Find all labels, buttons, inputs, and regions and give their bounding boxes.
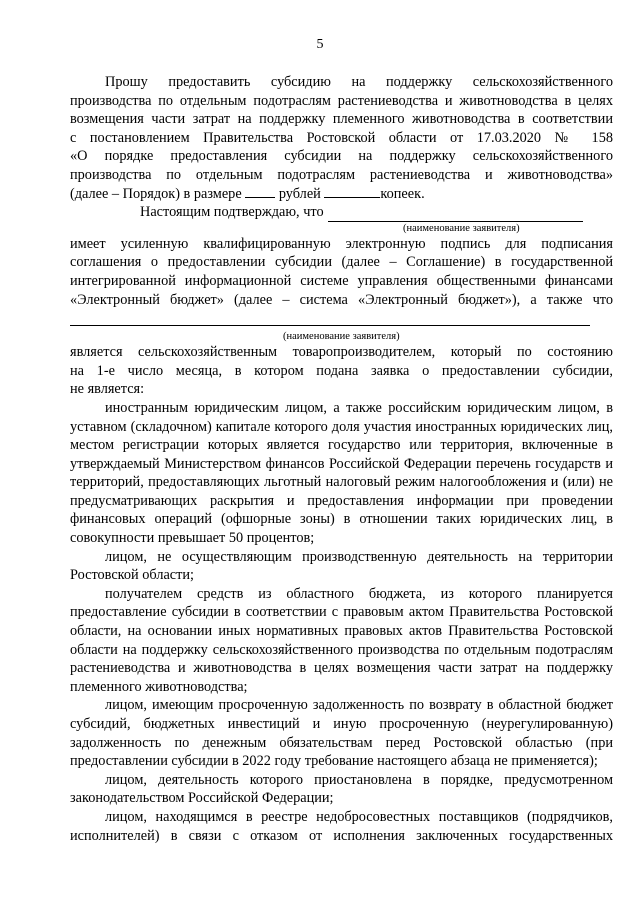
clause-no-activity: лицом, не осуществляющим производственную деятельность на территории Ростовской области; bbox=[70, 548, 613, 584]
clause-overdue-debt: лицом, имеющим просроченную задолженность по возврату в областной бюджет субсидий, бюджетных инвестиций и иную просроченную (неурегулированную) задолженность по денежным обязательствам перед Ростовской областью (при предоставлении субсидии в 2022 году требование настоящего абзаца не применяется); bbox=[70, 697, 613, 770]
producer-line-1: является сельскохозяйственным товаропроизводителем, который по состоянию bbox=[70, 344, 613, 361]
request-line-6: производства по отдельным подотраслям растениеводства и животноводства» bbox=[70, 166, 613, 183]
applicant-name-blank-1[interactable] bbox=[328, 207, 583, 222]
producer-line-2: на 1-е число месяца, в котором подана заявка о предоставлении субсидии, bbox=[70, 362, 613, 379]
request-size-text: (далее – Порядок) в размере bbox=[70, 185, 242, 202]
confirm-prefix: Настоящим подтверждаю, что bbox=[140, 204, 324, 221]
applicant-caption-2: (наименование заявителя) bbox=[283, 331, 400, 343]
request-line-5: «О порядке предоставления субсидии на поддержку сельскохозяйственного bbox=[70, 148, 613, 165]
applicant-caption-1: (наименование заявителя) bbox=[403, 222, 520, 234]
confirm-line bbox=[70, 203, 613, 222]
page-number: 5 bbox=[316, 37, 324, 52]
producer-line-3: не является: bbox=[70, 381, 145, 398]
request-line-2: производства по отдельным подотраслям растениеводства и животноводства в целях bbox=[70, 92, 613, 109]
clause-foreign-entity: иностранным юридическим лицом, а также российским юридическим лицом, в уставном (складочном) капитале которого доля участия иностранных юридических лиц, местом регистрации которых является государство или территория, включенные в утверждаемый Министерством финансов Российской Федерации перечень государств и территорий, предоставляющих льготный налоговый режим налогообложения и (или) не предусматривающих раскрытия и предоставления информации при проведении финансовых операций (офшорные зоны) в отношении таких юридических лиц, в совокупности превышает 50 процентов; bbox=[70, 399, 613, 547]
clause-budget-recipient: получателем средств из областного бюджета, из которого планируется предоставление субсидии в соответствии с правовым актом Правительства Ростовской области, на основании иных нормативных правовых актов Правительства Ростовской области на поддержку сельскохозяйственного производства по отдельным подотраслям растениеводства и животноводства в целях возмещения части затрат на поддержку племенного животноводства; bbox=[70, 585, 613, 695]
kopecks-blank[interactable] bbox=[324, 185, 380, 198]
request-line-7 bbox=[70, 185, 613, 204]
sign-line-1: имеет усиленную квалифицированную электронную подпись для подписания bbox=[70, 235, 613, 252]
sign-line-4: «Электронный бюджет» (далее – система «Электронный бюджет»), а также что bbox=[70, 291, 613, 308]
rubles-label: рублей bbox=[278, 185, 321, 202]
document-body bbox=[70, 73, 613, 845]
kopecks-label: копеек. bbox=[380, 185, 425, 202]
applicant-name-blank-2[interactable] bbox=[70, 311, 590, 326]
clause-registry: лицом, находящимся в реестре недобросовестных поставщиков (подрядчиков, исполнителей) в связи с отказом от исполнения заключенных государственных bbox=[70, 808, 613, 844]
sign-line-3: интегрированной информационной системе управления общественными финансами bbox=[70, 272, 613, 289]
sign-line-2: соглашения о предоставлении субсидии (далее – Соглашение) в государственной bbox=[70, 254, 613, 271]
request-line-4: с постановлением Правительства Ростовской области от 17.03.2020 № 158 bbox=[70, 129, 613, 146]
request-line-3: возмещения части затрат на поддержку племенного животноводства в соответствии bbox=[70, 111, 613, 128]
rubles-blank[interactable] bbox=[245, 185, 275, 198]
clause-suspended: лицом, деятельность которого приостановлена в порядке, предусмотренном законодательством Российской Федерации; bbox=[70, 771, 613, 807]
request-line-1: Прошу предоставить субсидию на поддержку сельскохозяйственного bbox=[105, 74, 613, 90]
